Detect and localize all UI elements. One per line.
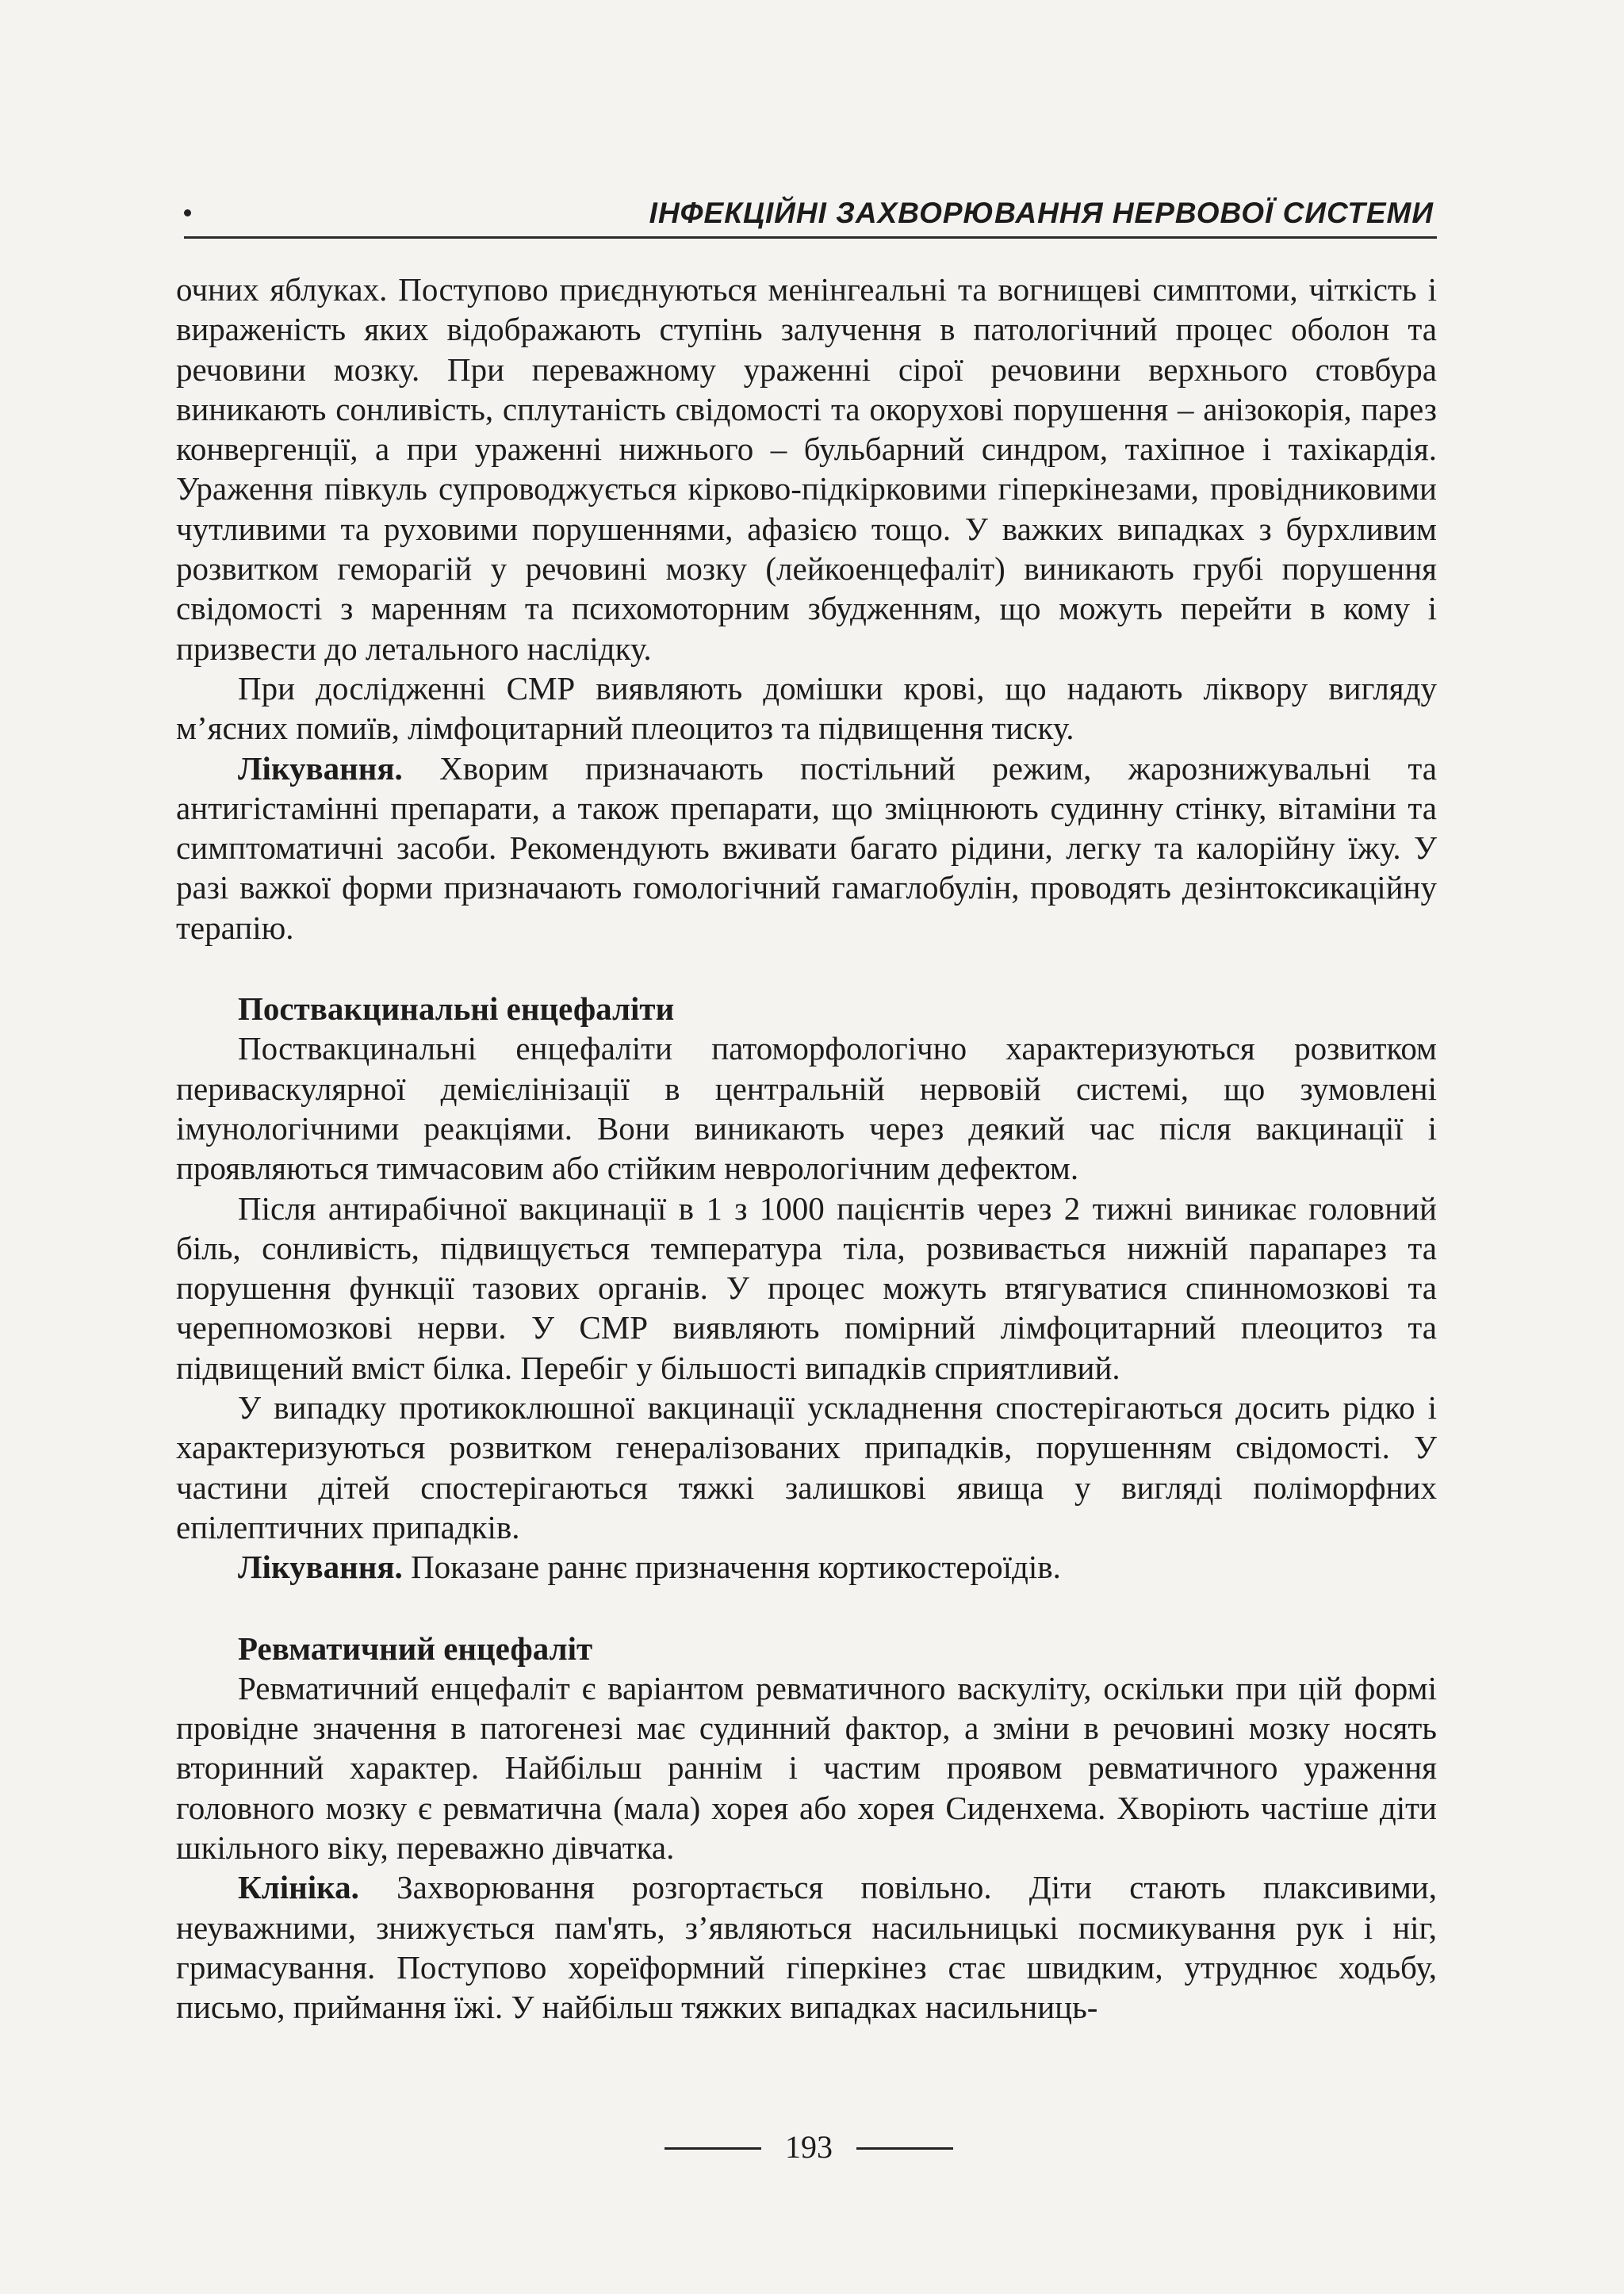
header-bullet <box>184 209 191 216</box>
body-text <box>176 270 1437 2027</box>
page-number: 193 <box>785 2129 833 2165</box>
run-in-heading: Лікування. <box>238 1549 403 1586</box>
paragraph-text: Хворим призначають постільний режим, жарознижувальні та антигістамінні препарати, а також препарати, що зміцнюють судинну стінку, вітаміни та симптоматичні засоби. Рекомендують вживати багато рідини, легку та калорійну їжу. У разі важкої форми призначають гомологічний гамаглобулін, проводять дезінтоксикаційну терапію. <box>176 749 1437 946</box>
run-in-heading: Лікування. <box>238 749 403 787</box>
paragraph <box>176 749 1437 948</box>
paragraph-text: Показане раннє призначення кортикостероїдів. <box>402 1549 1061 1586</box>
paragraph-text: Захворювання розгортається повільно. Діти стають плаксивими, неуважними, знижується пам'ять, з’являються насильницькі посмикування рук і ніг, гримасування. Поступово хореїформний гіперкінез стає швидким, утруднює ходьбу, письмо, приймання їжі. У найбільш тяжких випадках насильниць- <box>176 1869 1437 2026</box>
paragraph: очних яблуках. Поступово приєднуються менінгеальні та вогнищеві симптоми, чіткість і вираженість яких відображають ступінь залучення в патологічний процес оболон та речовини мозку. При переважному ураженні сірої речовини верхнього стовбура виникають сонливість, сплутаність свідомості та окорухові порушення – анізокорія, парез конвергенції, а при ураженні нижнього – бульбарний синдром, тахіпное і тахікардія. Ураження півкуль супроводжується кірково-підкірковими гіперкінезами, провідниковими чутливими та руховими порушеннями, афазією тощо. У важких випадках з бурхливим розвитком геморагій у речовині мозку (лейкоенцефаліт) виникають грубі порушення свідомості з маренням та психомоторним збудженням, що можуть перейти в кому і призвести до летального наслідку. <box>176 271 1437 667</box>
footer-rule-left <box>665 2147 761 2150</box>
section-heading: Ревматичний енцефаліт <box>238 1630 593 1667</box>
paragraph: Ревматичний енцефаліт є варіантом ревматичного васкуліту, оскільки при цій формі провідне значення в патогенезі має судинний фактор, а зміни в речовині мозку носять вторинний характер. Найбільш раннім і частим проявом ревматичного ураження головного мозку є ревматична (мала) хорея або хорея Сиденхема. Хворіють частіше діти шкільного віку, переважно дівчатка. <box>176 1669 1437 1866</box>
paragraph: Поствакцинальні енцефаліти патоморфологічно характеризуються розвитком периваскулярної демієлінізації в центральній нервовій системі, що зумовлені імунологічними реакціями. Вони виникають через деякий час після вакцинації і проявляються тимчасовим або стійким неврологічним дефектом. <box>176 1030 1437 1187</box>
running-header <box>184 189 1437 239</box>
paragraph: Після антирабічної вакцинації в 1 з 1000 пацієнтів через 2 тижні виникає головний біль, сонливість, підвищується температура тіла, розвивається нижній парапарез та порушення функції тазових органів. У процес можуть втягуватися спинномозкові та черепномозкові нерви. У СМР виявляють помірний лімфоцитарний плеоцитоз та підвищений вміст білка. Перебіг у більшості випадків сприятливий. <box>176 1189 1437 1386</box>
page-footer <box>0 2124 1624 2171</box>
paragraph: При дослідженні СМР виявляють домішки крові, що надають ліквору вигляду м’ясних помиїв, лімфоцитарний плеоцитоз та підвищення тиску. <box>176 669 1437 747</box>
chapter-title: ІНФЕКЦІЙНІ ЗАХВОРЮВАННЯ НЕРВОВОЇ СИСТЕМИ <box>649 197 1434 229</box>
section-heading: Поствакцинальні енцефаліти <box>238 990 675 1028</box>
paragraph: У випадку протикоклюшної вакцинації ускладнення спостерігаються досить рідко і характеризуються розвитком генералізованих припадків, порушенням свідомості. У частини дітей спостерігаються тяжкі залишкові явища у вигляді поліморфних епілептичних припадків. <box>176 1389 1437 1545</box>
paragraph <box>176 1867 1437 2027</box>
run-in-heading: Клініка. <box>238 1869 359 1906</box>
paragraph <box>176 1547 1437 1587</box>
footer-rule-right <box>856 2147 953 2150</box>
